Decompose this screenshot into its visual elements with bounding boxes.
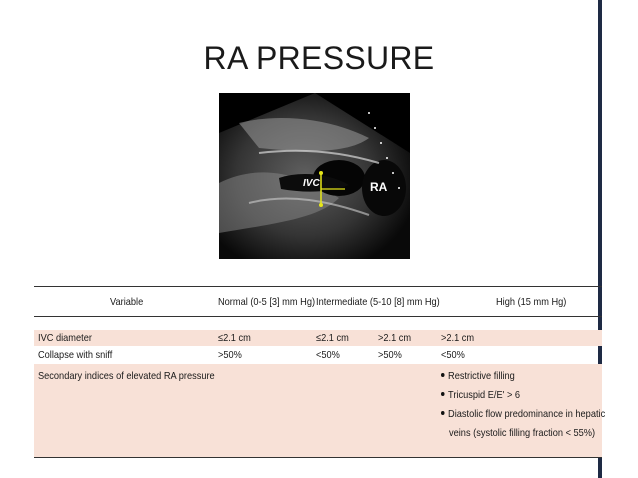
high-item: Diastolic flow predominance in hepatic — [441, 408, 605, 420]
row1-normal: ≤2.1 cm — [218, 332, 251, 344]
table-header-rule — [34, 316, 602, 317]
row1-variable: IVC diameter — [38, 332, 92, 344]
row2-high: <50% — [441, 349, 465, 361]
header-normal: Normal (0-5 [3] mm Hg) — [218, 296, 316, 308]
row3-variable: Secondary indices of elevated RA pressure — [38, 370, 215, 382]
row2-normal: >50% — [218, 349, 242, 361]
high-item: Tricuspid E/E' > 6 — [441, 389, 520, 401]
row1-intermediate-b: >2.1 cm — [378, 332, 412, 344]
ra-label: RA — [370, 180, 388, 194]
header-intermediate: Intermediate (5-10 [8] mm Hg) — [316, 296, 440, 308]
bullet-icon — [441, 373, 445, 377]
table-top-rule — [34, 286, 602, 287]
bullet-icon — [441, 411, 445, 415]
header-variable: Variable — [110, 296, 144, 308]
header-high: High (15 mm Hg) — [496, 296, 567, 308]
ivc-label: IVC — [303, 178, 320, 189]
row1-intermediate-a: ≤2.1 cm — [316, 332, 349, 344]
row1-high: >2.1 cm — [441, 332, 475, 344]
bullet-icon — [441, 392, 445, 396]
table-bottom-rule — [34, 457, 602, 458]
echocardiogram-image — [219, 93, 410, 259]
row2-intermediate-b: >50% — [378, 349, 402, 361]
row2-variable: Collapse with sniff — [38, 349, 113, 361]
slide-title: RA PRESSURE — [203, 40, 435, 76]
echo-scan-graphic — [219, 93, 410, 259]
high-item-continuation: veins (systolic filling fraction < 55%) — [449, 427, 596, 439]
high-item: Restrictive filling — [441, 370, 515, 382]
row2-intermediate-a: <50% — [316, 349, 340, 361]
